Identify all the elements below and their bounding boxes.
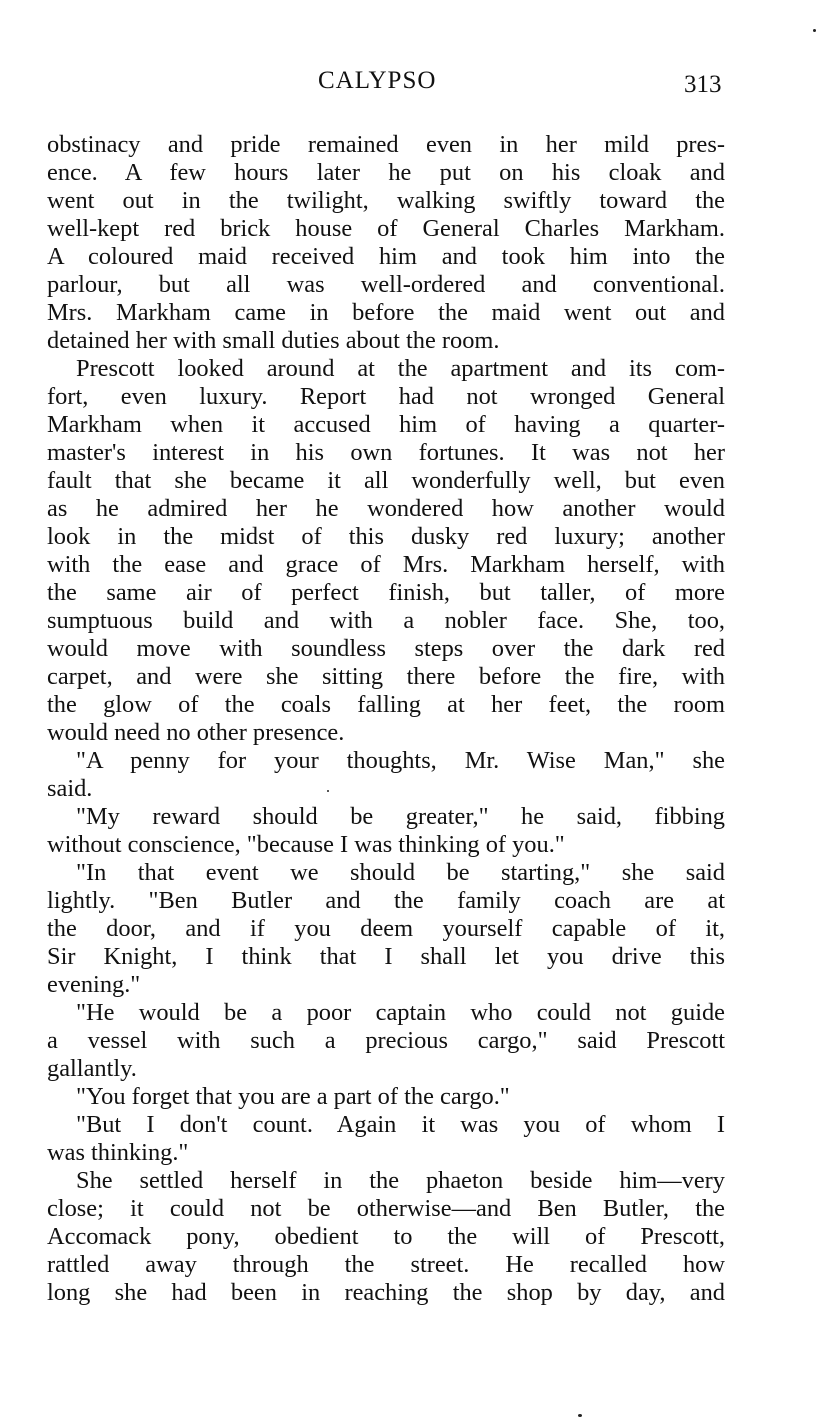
- text-line: gallantly.: [47, 1055, 137, 1082]
- text-line: as he admired her he wondered how another would: [47, 495, 725, 522]
- body-text: [47, 131, 725, 1307]
- text-line: "A penny for your thoughts, Mr. Wise Man," she: [76, 747, 725, 774]
- text-line: fault that she became it all wonderfully well, but even: [47, 467, 725, 494]
- text-line: "My reward should be greater," he said, fibbing: [76, 803, 725, 830]
- text-line: close; it could not be otherwise—and Ben Butler, the: [47, 1195, 725, 1222]
- text-line: A coloured maid received him and took him into the: [47, 243, 725, 270]
- text-line: lightly. "Ben Butler and the family coach are at: [47, 887, 725, 914]
- text-line: would move with soundless steps over the dark red: [47, 635, 725, 662]
- text-line: was thinking.": [47, 1139, 189, 1166]
- text-line: Prescott looked around at the apartment and its com-: [76, 355, 725, 382]
- running-title: CALYPSO: [318, 67, 437, 94]
- text-line: said.: [47, 775, 93, 802]
- text-line: the door, and if you deem yourself capable of it,: [47, 915, 725, 942]
- text-line: parlour, but all was well-ordered and conventional.: [47, 271, 725, 298]
- text-line: rattled away through the street. He recalled how: [47, 1251, 725, 1278]
- text-line: look in the midst of this dusky red luxury; another: [47, 523, 725, 550]
- page-number: 313: [684, 71, 722, 98]
- text-line: She settled herself in the phaeton beside him—very: [76, 1167, 725, 1194]
- text-line: "You forget that you are a part of the cargo.": [76, 1083, 510, 1110]
- text-line: "In that event we should be starting," she said: [76, 859, 725, 886]
- text-line: the same air of perfect finish, but taller, of more: [47, 579, 725, 606]
- ink-speck: [813, 29, 816, 32]
- text-line: long she had been in reaching the shop by day, and: [47, 1279, 725, 1306]
- text-line: Mrs. Markham came in before the maid went out and: [47, 299, 725, 326]
- text-line: obstinacy and pride remained even in her mild pres-: [47, 131, 725, 158]
- text-line: Markham when it accused him of having a quarter-: [47, 411, 725, 438]
- text-line: evening.": [47, 971, 141, 998]
- text-line: carpet, and were she sitting there before the fire, with: [47, 663, 725, 690]
- text-line: Sir Knight, I think that I shall let you drive this: [47, 943, 725, 970]
- text-line: detained her with small duties about the room.: [47, 327, 500, 354]
- text-line: fort, even luxury. Report had not wronged General: [47, 383, 725, 410]
- text-line: would need no other presence.: [47, 719, 345, 746]
- text-line: without conscience, "because I was thinking of you.": [47, 831, 565, 858]
- text-line: well-kept red brick house of General Charles Markham.: [47, 215, 725, 242]
- text-line: "But I don't count. Again it was you of whom I: [76, 1111, 725, 1138]
- text-line: ence. A few hours later he put on his cloak and: [47, 159, 725, 186]
- running-header: [0, 66, 830, 100]
- text-line: "He would be a poor captain who could not guide: [76, 999, 725, 1026]
- text-line: Accomack pony, obedient to the will of Prescott,: [47, 1223, 725, 1250]
- text-line: went out in the twilight, walking swiftly toward the: [47, 187, 725, 214]
- text-line: the glow of the coals falling at her feet, the room: [47, 691, 725, 718]
- text-line: a vessel with such a precious cargo," said Prescott: [47, 1027, 725, 1054]
- text-line: sumptuous build and with a nobler face. She, too,: [47, 607, 725, 634]
- ink-speck: [578, 1414, 582, 1417]
- text-line: master's interest in his own fortunes. It was not her: [47, 439, 725, 466]
- text-line: with the ease and grace of Mrs. Markham herself, with: [47, 551, 725, 578]
